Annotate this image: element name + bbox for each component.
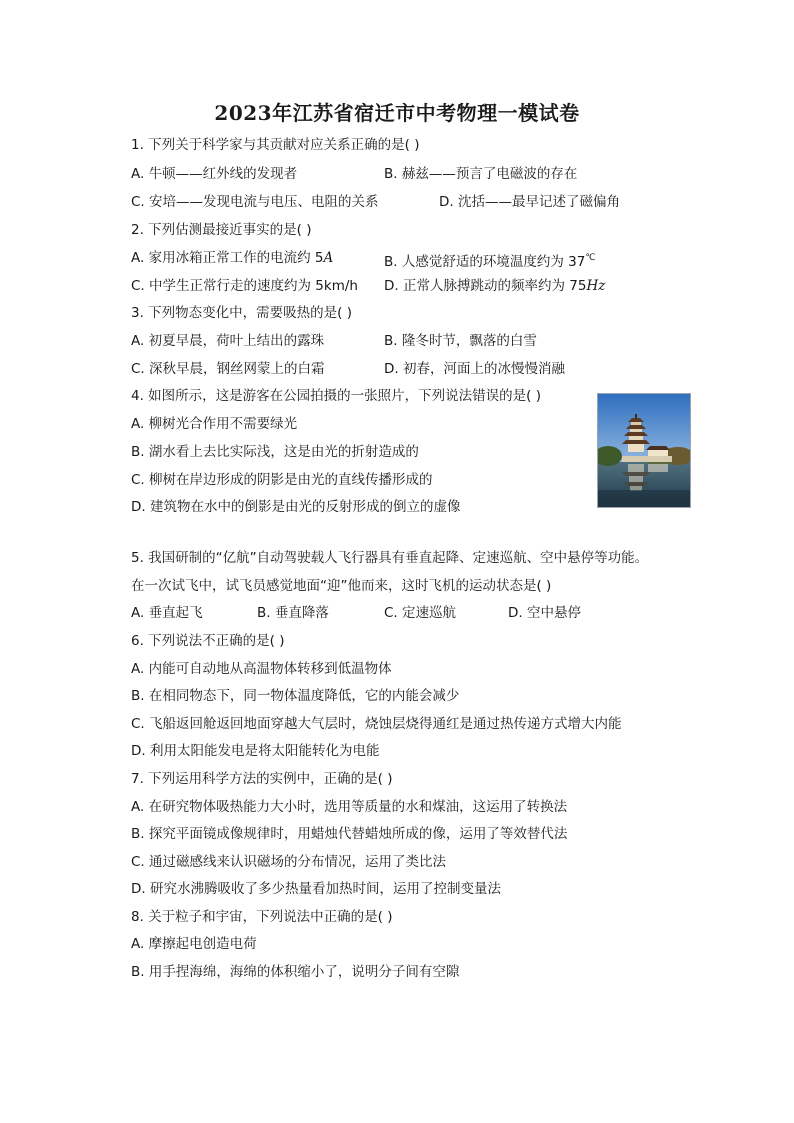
question-3-stem: 3. 下列物态变化中，需要吸热的是( ) <box>131 305 352 321</box>
question-1-stem: 1. 下列关于科学家与其贡献对应关系正确的是( ) <box>131 137 420 153</box>
question-4-stem: 4. 如图所示，这是游客在公园拍摄的一张照片，下列说法错误的是( ) <box>131 388 541 404</box>
question-4-option-d: D. 建筑物在水中的倒影是由光的反射形成的倒立的虚像 <box>131 499 461 515</box>
question-1-option-a: A. 牛顿——红外线的发现者 <box>131 166 298 182</box>
question-5-option-a: A. 垂直起飞 <box>131 605 203 621</box>
pagoda-lake-photo <box>597 393 691 508</box>
question-6-stem: 6. 下列说法不正确的是( ) <box>131 633 285 649</box>
question-5-option-d: D. 空中悬停 <box>508 605 581 621</box>
question-2-option-a: A. 家用冰箱正常工作的电流约 5A <box>131 250 334 266</box>
page-title: 2023年江苏省宿迁市中考物理一模试卷 <box>214 101 580 125</box>
question-7-option-d: D. 研究水沸腾吸收了多少热量看加热时间，运用了控制变量法 <box>131 881 501 897</box>
question-5-stem: 5. 我国研制的“亿航”自动驾驶载人飞行器具有垂直起降、定速巡航、空中悬停等功能。 <box>131 550 649 566</box>
question-6-option-b: B. 在相同物态下，同一物体温度降低，它的内能会减少 <box>131 688 460 704</box>
question-7-option-a: A. 在研究物体吸热能力大小时，选用等质量的水和煤油，这运用了转换法 <box>131 799 568 815</box>
question-3-option-d: D. 初春，河面上的冰慢慢消融 <box>384 361 565 377</box>
unit-celsius: ℃ <box>585 253 596 263</box>
question-3-option-c: C. 深秋早晨，钢丝网蒙上的白霜 <box>131 361 325 377</box>
question-2-option-d: D. 正常人脉搏跳动的频率约为 75Hz <box>384 278 606 294</box>
question-4-option-b: B. 湖水看上去比实际浅，这是由光的折射造成的 <box>131 444 419 460</box>
question-3-option-b: B. 隆冬时节，飘落的白雪 <box>384 333 537 349</box>
question-4-option-a: A. 柳树光合作用不需要绿光 <box>131 416 298 432</box>
question-5-stem-continued: 在一次试飞中，试飞员感觉地面“迎”他而来，这时飞机的运动状态是( ) <box>131 578 552 594</box>
question-8-option-b: B. 用手捏海绵，海绵的体积缩小了，说明分子间有空隙 <box>131 964 460 980</box>
question-1-option-b: B. 赫兹——预言了电磁波的存在 <box>384 166 578 182</box>
question-7-option-b: B. 探究平面镜成像规律时，用蜡烛代替蜡烛所成的像，运用了等效替代法 <box>131 826 568 842</box>
question-6-option-c: C. 飞船返回舱返回地面穿越大气层时，烧蚀层烧得通红是通过热传递方式增大内能 <box>131 716 622 732</box>
question-7-option-c: C. 通过磁感线来认识磁场的分布情况，运用了类比法 <box>131 854 447 870</box>
question-6-option-a: A. 内能可自动地从高温物体转移到低温物体 <box>131 661 392 677</box>
question-7-stem: 7. 下列运用科学方法的实例中，正确的是( ) <box>131 771 393 787</box>
question-5-option-b: B. 垂直降落 <box>257 605 329 621</box>
question-1-option-d: D. 沈括——最早记述了磁偏角 <box>439 194 620 210</box>
question-6-option-d: D. 利用太阳能发电是将太阳能转化为电能 <box>131 743 380 759</box>
question-1-option-c: C. 安培——发现电流与电压、电阻的关系 <box>131 194 379 210</box>
question-4-option-c: C. 柳树在岸边形成的阴影是由光的直线传播形成的 <box>131 472 433 488</box>
question-5-option-c: C. 定速巡航 <box>384 605 457 621</box>
question-8-stem: 8. 关于粒子和宇宙，下列说法中正确的是( ) <box>131 909 393 925</box>
question-2-option-c: C. 中学生正常行走的速度约为 5km/h <box>131 278 358 294</box>
unit-hertz: Hz <box>586 278 606 294</box>
question-2-stem: 2. 下列估测最接近事实的是( ) <box>131 222 312 238</box>
question-3-option-a: A. 初夏早晨，荷叶上结出的露珠 <box>131 333 325 349</box>
question-2-option-b: B. 人感觉舒适的环境温度约为 37℃ <box>384 253 596 270</box>
unit-ampere: A <box>323 250 334 266</box>
question-8-option-a: A. 摩擦起电创造电荷 <box>131 936 257 952</box>
